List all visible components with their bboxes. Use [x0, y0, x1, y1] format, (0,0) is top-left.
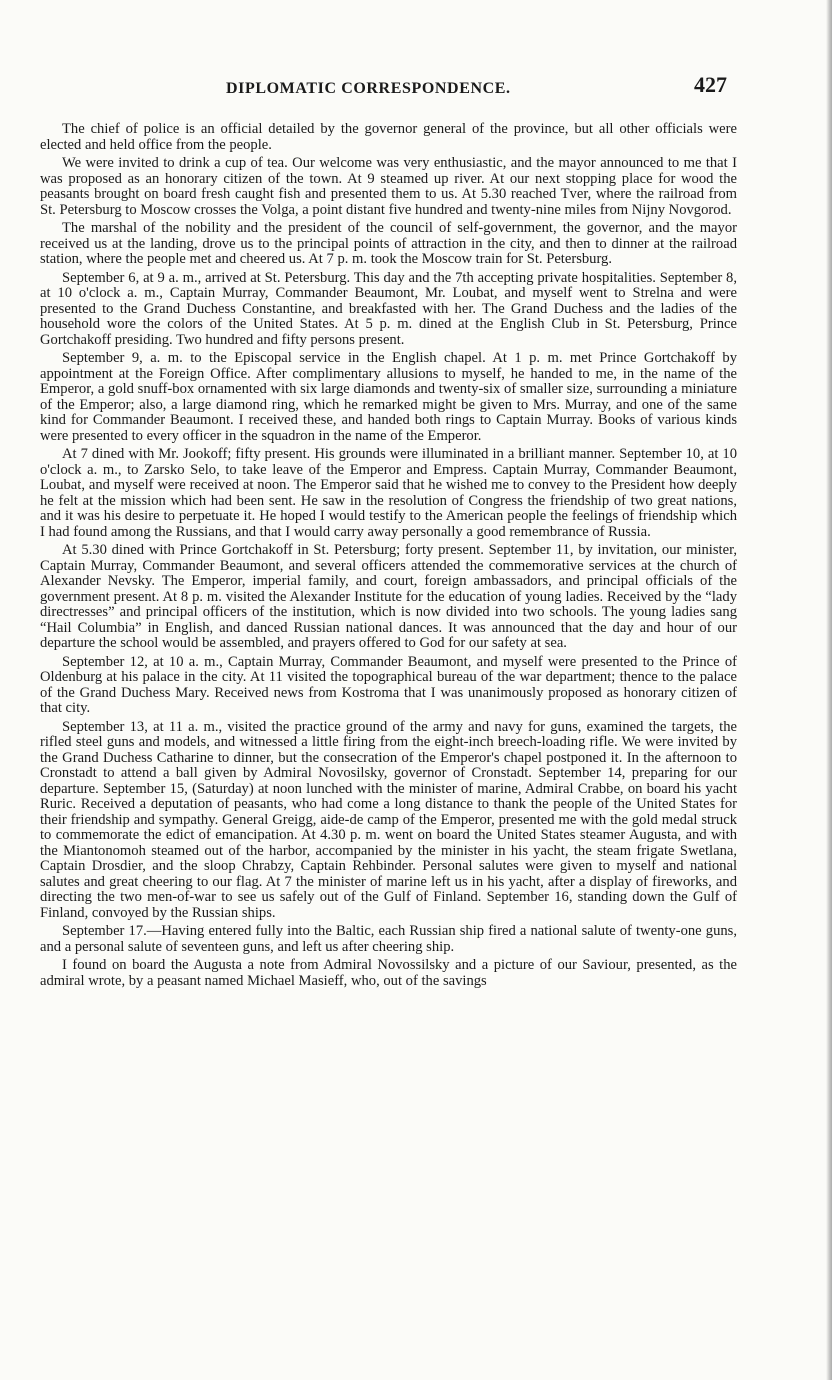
paragraph: We were invited to drink a cup of tea. Our welcome was very enthusiastic, and the mayor announced to me that I was proposed as an honorary citizen of the town. At 9 steamed up river. At our next stopping place for wood the peasants brought on board fresh caught fish and presented them to us. At 5.30 reached Tver, where the railroad from St. Petersburg to Moscow crosses the Volga, a point distant five hundred and twenty-nine miles from Nijny Novgorod. [40, 155, 737, 218]
paragraph: I found on board the Augusta a note from Admiral Novossilsky and a picture of our Saviour, presented, as the admiral wrote, by a peasant named Michael Masieff, who, out of the savings [40, 957, 737, 989]
document-page [40, 68, 737, 992]
paragraph: The chief of police is an official detailed by the governor general of the province, but all other officials were elected and held office from the people. [40, 121, 737, 153]
paragraph: September 17.—Having entered fully into the Baltic, each Russian ship fired a national salute of twenty-one guns, and a personal salute of seventeen guns, and left us after cheering ship. [40, 923, 737, 955]
paragraph: The marshal of the nobility and the president of the council of self-government, the governor, and the mayor received us at the landing, drove us to the principal points of attraction in the city, and then to dinner at the railroad station, where the people met and cheered us. At 7 p. m. took the Moscow train for St. Petersburg. [40, 220, 737, 267]
paragraph: At 5.30 dined with Prince Gortchakoff in St. Petersburg; forty present. September 11, by invitation, our minister, Captain Murray, Commander Beaumont, and several officers attended the commemorative services at the church of Alexander Nevsky. The Emperor, imperial family, and court, foreign ambassadors, and principal officials of the government present. At 8 p. m. visited the Alexander Institute for the education of young ladies. Received by the “lady directresses” and principal officers of the institution, which is now divided into two schools. The young ladies sang “Hail Columbia” in English, and danced Russian national dances. It was announced that the day and hour of our departure the school would be assembled, and prayers offered to God for our safety at sea. [40, 542, 737, 651]
paragraph: At 7 dined with Mr. Jookoff; fifty present. His grounds were illuminated in a brilliant manner. September 10, at 10 o'clock a. m., to Zarsko Selo, to take leave of the Emperor and Empress. Captain Murray, Commander Beaumont, Loubat, and myself were received at noon. The Emperor said that he wished me to convey to the President how deeply he felt at the mission which had been sent. He saw in the resolution of Congress the friendship of two great nations, and it was his desire to perpetuate it. He hoped I would testify to the American people the feelings of friendship which I had found among the Russians, and that I would carry away personally a good remembrance of Russia. [40, 446, 737, 540]
paragraph: September 13, at 11 a. m., visited the practice ground of the army and navy for guns, examined the targets, the rifled steel guns and models, and witnessed a little firing from the eight-inch breech-loading rifle. We were invited by the Grand Duchess Catharine to dinner, but the consecration of the Emperor's chapel postponed it. In the afternoon to Cronstadt to attend a ball given by Admiral Novosilsky, governor of Cronstadt. September 14, preparing for our departure. September 15, (Saturday) at noon lunched with the minister of marine, Admiral Crabbe, on board his yacht Ruric. Received a deputation of peasants, who had come a long distance to thank the people of the United States for their friendship and sympathy. General Greigg, aide-de camp of the Emperor, presented me with the gold medal struck to commemorate the edict of emancipation. At 4.30 p. m. went on board the United States steamer Augusta, and with the Miantonomoh steamed out of the harbor, accompanied by the minister in his yacht, the steam frigate Swetlana, Captain Drosdier, and the sloop Chrabzy, Captain Rehbinder. Personal salutes were given to myself and national salutes and great cheering to our flag. At 7 the minister of marine left us in his yacht, after a display of fireworks, and directing the two men-of-war to see us safely out of the Gulf of Finland. September 16, standing down the Gulf of Finland, convoyed by the Russian ships. [40, 718, 737, 921]
page-edge-shadow [826, 0, 832, 1380]
page-header [40, 68, 737, 102]
paragraph: September 6, at 9 a. m., arrived at St. Petersburg. This day and the 7th accepting private hospitalities. September 8, at 10 o'clock a. m., Captain Murray, Commander Beaumont, Mr. Loubat, and myself went to Strelna and were presented to the Grand Duchess Constantine, and breakfasted with her. The Grand Duchess and the ladies of the household wore the colors of the United States. At 5 p. m. dined at the English Club in St. Petersburg, Prince Gortchakoff presiding. Two hundred and fifty persons present. [40, 269, 737, 348]
page-number: 427 [694, 72, 727, 97]
paragraph: September 12, at 10 a. m., Captain Murray, Commander Beaumont, and myself were presented to the Prince of Oldenburg at his palace in the city. At 11 visited the topographical bureau of the war department; thence to the palace of the Grand Duchess Mary. Received news from Kostroma that I was unanimously proposed as honorary citizen of that city. [40, 653, 737, 716]
body-text [40, 122, 737, 989]
running-title: DIPLOMATIC CORRESPONDENCE. [226, 80, 511, 97]
paragraph: September 9, a. m. to the Episcopal service in the English chapel. At 1 p. m. met Prince Gortchakoff by appointment at the Foreign Office. After complimentary allusions to myself, he handed to me, in the name of the Emperor, a gold snuff-box ornamented with six large diamonds and twenty-six of smaller size, surrounding a miniature of the Emperor; also, a large diamond ring, which he remarked might be given to Mrs. Murray, and one of the same kind for Commander Beaumont. I received these, and handed both rings to Captain Murray. Books of various kinds were presented to every officer in the squadron in the name of the Emperor. [40, 350, 737, 444]
